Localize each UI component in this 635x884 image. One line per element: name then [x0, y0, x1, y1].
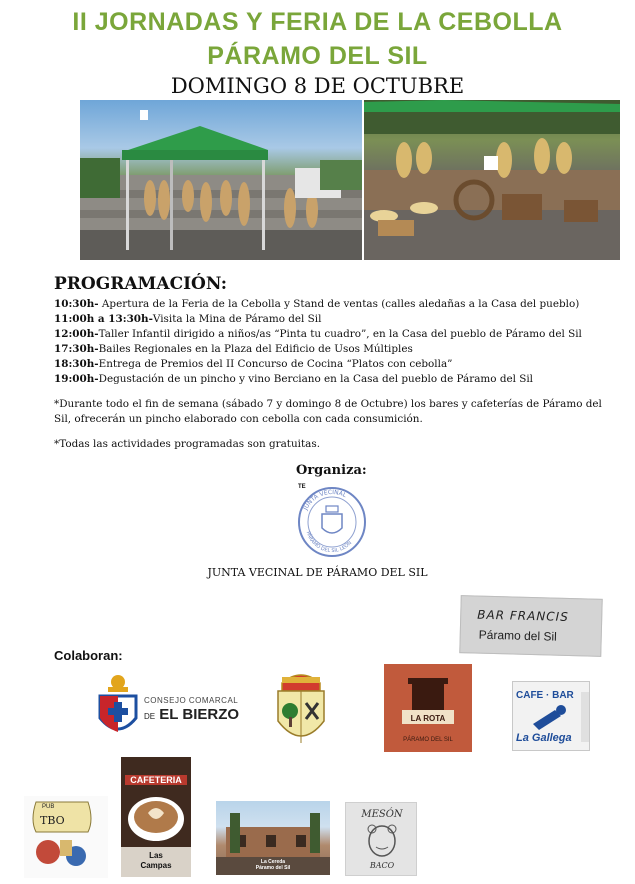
- meson-name: BACO: [369, 861, 395, 870]
- bierzo-consejo-text: CONSEJO COMARCAL: [144, 696, 239, 705]
- la-gallega-cafe-bar: CAFE · BAR: [516, 690, 574, 701]
- stamp-ring-bottom: PÁRAMO DEL SIL LEÓN: [304, 530, 354, 555]
- meson-label: MESÓN: [361, 809, 403, 820]
- list-item: 12:00h-Taller Infantil dirigido a niños/as “Pinta tu cuadro”, en la Casa del pueblo de Páramo del Sil: [54, 328, 582, 340]
- event-date: DOMINGO 8 DE OCTUBRE: [170, 74, 465, 98]
- title-location: PÁRAMO DEL SIL: [207, 42, 428, 70]
- programacion-list: [54, 297, 624, 387]
- pub-tbo-logo: [24, 796, 108, 878]
- bar-francis-logo: [459, 595, 602, 657]
- pub-tbo-pub: PUB: [42, 804, 55, 810]
- pub-tbo-name: TBO: [40, 814, 65, 827]
- la-rota-place: PÁRAMO DEL SIL: [403, 737, 453, 743]
- svg-text:JUNTA VECINAL: [302, 489, 348, 512]
- la-rota-name: LA ROTA: [410, 714, 446, 723]
- la-rota-logo: [384, 664, 472, 752]
- bar-francis-place: Páramo del Sil: [478, 627, 557, 644]
- organizer-name: JUNTA VECINAL DE PÁRAMO DEL SIL: [207, 566, 428, 579]
- list-item: 10:30h- Apertura de la Feria de la Cebolla y Stand de ventas (calles aledañas a la Casa del pueblo): [54, 298, 580, 310]
- list-item: 19:00h-Degustación de un pincho y vino Berciano en la Casa del pueblo de Páramo del Sil: [54, 373, 534, 385]
- weekend-note: *Durante todo el fin de semana (sábado 7 y domingo 8 de Octubre) los bares y cafeterías de Páramo del Sil, ofrecerán un pincho elaborado con cebolla con cada consumición.: [54, 398, 602, 425]
- stamp-ring-top: JUNTA VECINAL: [302, 488, 348, 512]
- programacion-heading: PROGRAMACIÓN:: [54, 274, 228, 294]
- list-item: 17:30h-Bailes Regionales en la Plaza del Edificio de Usos Múltiples: [54, 343, 413, 355]
- cafeteria-las-campas-logo: [121, 757, 191, 877]
- market-tent-photo: [80, 100, 362, 260]
- consejo-bierzo-logo: [96, 672, 256, 748]
- la-gallega-name: La Gallega: [516, 732, 572, 744]
- list-item: 18:30h-Entrega de Premios del II Concurso de Cocina “Platos con cebolla”: [54, 358, 453, 370]
- la-gallega-logo: [512, 681, 590, 751]
- meson-baco-logo: [345, 802, 417, 876]
- la-cereda-logo: [216, 801, 330, 875]
- stamp-corner-label: TE: [298, 484, 306, 490]
- title-feria: II JORNADAS Y FERIA DE LA CEBOLLA: [72, 8, 563, 36]
- free-note: *Todas las actividades programadas son gratuitas.: [54, 438, 321, 450]
- municipal-coat-of-arms-icon: [274, 667, 328, 753]
- bierzo-coat-of-arms-icon: [96, 672, 142, 748]
- bar-francis-name: BAR FRANCIS: [477, 607, 569, 624]
- colaboran-label: Colaboran:: [54, 648, 123, 663]
- bierzo-name-text: DE EL BIERZO: [144, 706, 240, 723]
- onion-stand-photo: [364, 100, 620, 260]
- cafeteria-label: CAFETERIA: [125, 775, 187, 785]
- la-cereda-text: La Cereda Páramo del Sil: [255, 859, 291, 871]
- organiza-label: Organiza:: [296, 463, 367, 478]
- junta-vecinal-stamp: [296, 486, 368, 558]
- list-item: 11:00h a 13:30h-Visita la Mina de Páramo del Sil: [54, 313, 322, 325]
- cafeteria-name: Las Campas: [140, 851, 172, 870]
